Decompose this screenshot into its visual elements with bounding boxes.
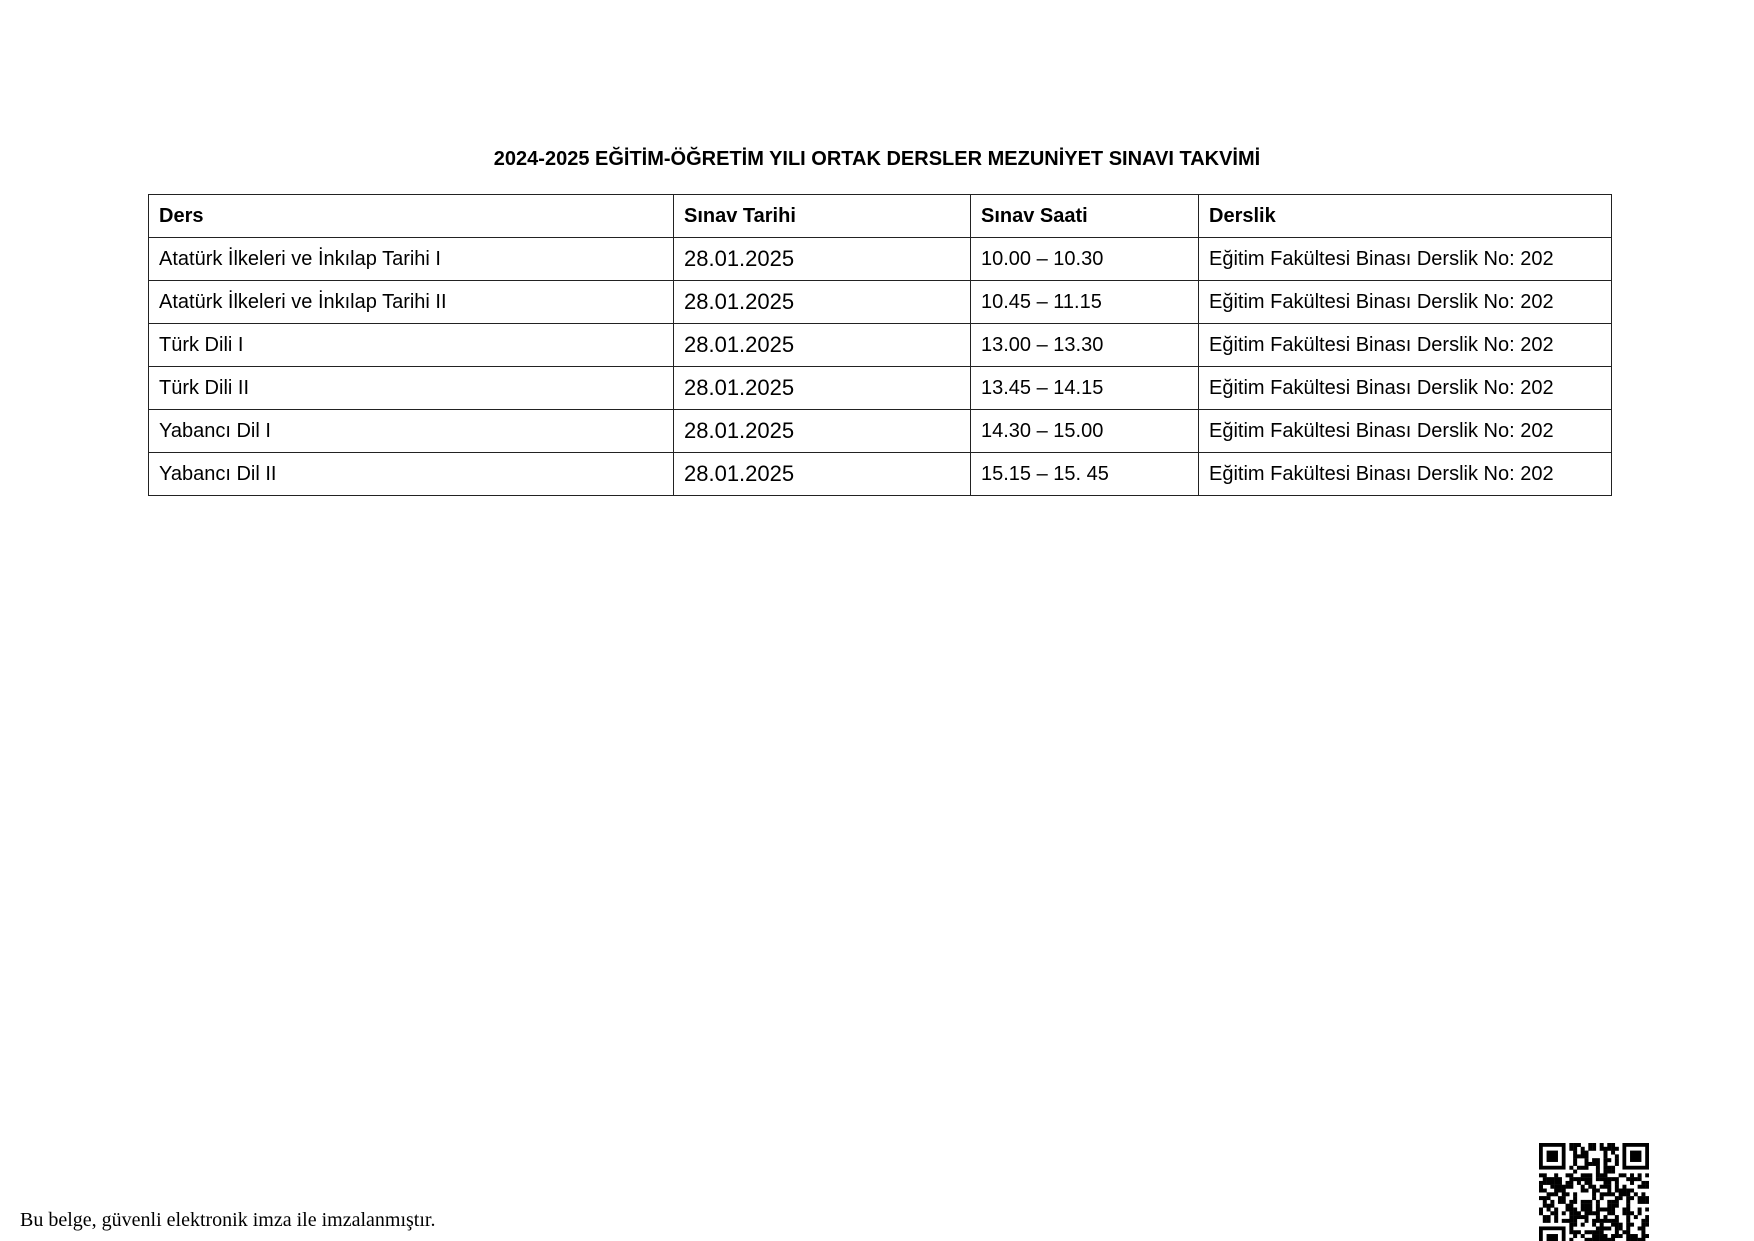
header-exam-date: Sınav Tarihi	[674, 195, 971, 238]
exam-date-cell: 28.01.2025	[674, 453, 971, 496]
table-row	[149, 410, 1612, 453]
classroom-cell: Eğitim Fakültesi Binası Derslik No: 202	[1199, 281, 1612, 324]
classroom-cell: Eğitim Fakültesi Binası Derslik No: 202	[1199, 324, 1612, 367]
table-row	[149, 281, 1612, 324]
e-signature-note: Bu belge, güvenli elektronik imza ile imzalanmıştır.	[20, 1209, 436, 1231]
course-cell: Atatürk İlkeleri ve İnkılap Tarihi I	[149, 238, 674, 281]
table-row	[149, 238, 1612, 281]
course-cell: Yabancı Dil II	[149, 453, 674, 496]
exam-schedule-table	[148, 194, 1612, 496]
document-title: 2024-2025 EĞİTİM-ÖĞRETİM YILI ORTAK DERSLER MEZUNİYET SINAVI TAKVİMİ	[493, 148, 1261, 170]
exam-time-cell: 10.00 – 10.30	[971, 238, 1199, 281]
qr-code-icon	[1539, 1143, 1649, 1241]
header-course: Ders	[149, 195, 674, 238]
table-row	[149, 367, 1612, 410]
classroom-cell: Eğitim Fakültesi Binası Derslik No: 202	[1199, 410, 1612, 453]
header-classroom: Derslik	[1199, 195, 1612, 238]
classroom-cell: Eğitim Fakültesi Binası Derslik No: 202	[1199, 238, 1612, 281]
table-row	[149, 453, 1612, 496]
header-exam-time: Sınav Saati	[971, 195, 1199, 238]
exam-date-cell: 28.01.2025	[674, 324, 971, 367]
table-row	[149, 324, 1612, 367]
course-cell: Türk Dili I	[149, 324, 674, 367]
exam-date-cell: 28.01.2025	[674, 410, 971, 453]
classroom-cell: Eğitim Fakültesi Binası Derslik No: 202	[1199, 453, 1612, 496]
classroom-cell: Eğitim Fakültesi Binası Derslik No: 202	[1199, 367, 1612, 410]
exam-time-cell: 14.30 – 15.00	[971, 410, 1199, 453]
table-header-row	[149, 195, 1612, 238]
exam-time-cell: 13.45 – 14.15	[971, 367, 1199, 410]
exam-time-cell: 15.15 – 15. 45	[971, 453, 1199, 496]
exam-time-cell: 10.45 – 11.15	[971, 281, 1199, 324]
course-cell: Atatürk İlkeleri ve İnkılap Tarihi II	[149, 281, 674, 324]
exam-date-cell: 28.01.2025	[674, 238, 971, 281]
exam-date-cell: 28.01.2025	[674, 367, 971, 410]
exam-date-cell: 28.01.2025	[674, 281, 971, 324]
course-cell: Türk Dili II	[149, 367, 674, 410]
exam-time-cell: 13.00 – 13.30	[971, 324, 1199, 367]
course-cell: Yabancı Dil I	[149, 410, 674, 453]
